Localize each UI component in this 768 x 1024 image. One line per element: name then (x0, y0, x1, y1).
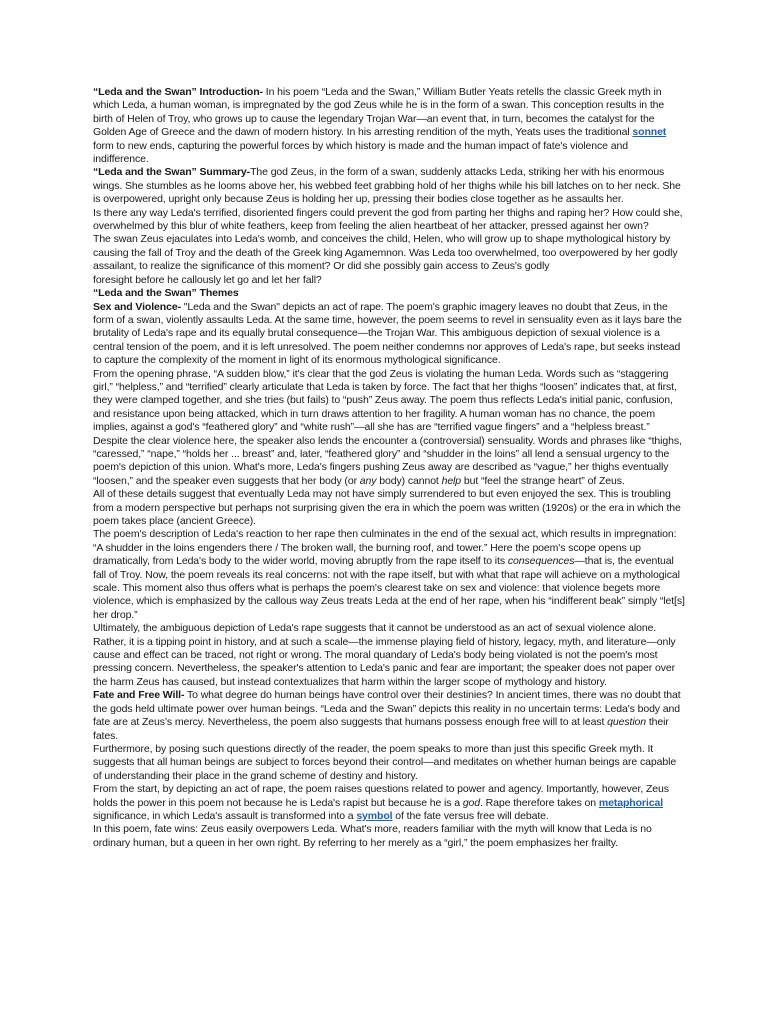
p5-text-b: —that is, the eventual fall of Troy. Now, the poem reveals its real concerns: not with the rape itself, but with what that rape will achieve on a mythological scale. This moment also thus offers what is perhaps the poem's clearest take on sex and violence: that violence begets more violence, which is emphasized by the callous way Zeus treats Leda at the end of her rape, when his “indifferent beak” simply “let[s] her drop.” (93, 555, 685, 621)
summary-heading: “Leda and the Swan” Summary- (93, 166, 251, 179)
fate-p3-text-a: From the start, by depicting an act of rape, the poem raises questions related to power and agency. Importantly, however, Zeus holds the power in this poem not because he is Leda's rapist but because he is a (93, 783, 669, 809)
fate-paragraph (93, 689, 685, 743)
document-page (93, 86, 685, 850)
sex-violence-paragraph-3 (93, 435, 685, 489)
fate-paragraph-3 (93, 783, 685, 823)
sex-violence-paragraph-4: All of these details suggest that eventually Leda may not have simply surrendered to but even enjoyed the sex. This is troubling from a modern perspective but perhaps not surprising given the era in which the poem was written (1920s) or the era in which the poem takes place (ancient Greece). (93, 488, 681, 527)
p3-text-a: Despite the clear violence here, the speaker also lends the encounter a (controversial) sensuality. Words and phrases like “thighs, “caressed,” “nape,” “holds her ... breast” and, later, “feathered glory” and “shudder in the loins” all lend a sensual urgency to the poem's depiction of this union. What's more, Leda's fingers pushing Zeus away are described as “vague,” her thighs eventually “loosen,” and the speaker even suggests that her body (or (93, 434, 682, 487)
fate-heading: Fate and Free Will- (93, 689, 185, 702)
themes-heading (93, 287, 685, 300)
fate-p3-text-b: . Rape therefore takes on (480, 796, 599, 809)
sex-violence-paragraph (93, 301, 685, 368)
summary-paragraph-3: The swan Zeus ejaculates into Leda's womb, and conceives the child, Helen, who will grow up to shape mythological history by causing the fall of Troy and the death of the Greek king Agamemnon. Was Leda too overwhelmed, too overpowered by her godly assailant, to realize the significance of this moment? Or did she possibly gain access to Zeus's godly (93, 233, 678, 273)
intro-paragraph (93, 86, 685, 166)
intro-heading: “Leda and the Swan” Introduction- (93, 86, 263, 98)
p5-text-a: The poem's description of Leda's reaction to her rape then culminates in the end of the sexual act, which results in impregnation: “A shudder in the loins engenders there / The broken wall, the burning roof, and tower.” Here the poem's scope opens up dramatically, from Leda's body to the wider world, moving abruptly from the rape itself to its (93, 528, 677, 568)
fate-text: To what degree do human beings have control over their destinies? In ancient times, there was no doubt that the gods held ultimate power over human beings. “Leda and the Swan” depicts this reality in no uncertain terms: Leda's body and fate are at Zeus's mercy. Nevertheless, the poem also suggests that humans possess enough free will to at least (93, 689, 681, 729)
sex-violence-paragraph-6: Ultimately, the ambiguous depiction of Leda's rape suggests that it cannot be understood as an act of sexual violence alone. Rather, it is a tipping point in history, and at such a scale—the immense playing field of history, legacy, myth, and literature—only cause and effect can be traced, not right or wrong. The moral quandary of Leda's body being violated is not the poem's most pressing concern. Nevertheless, the speaker's attention to Leda's panic and fear are important; the speaker does not paper over the harm Zeus has caused, but instead contextualizes that harm within the larger scope of mythology and history. (93, 622, 676, 688)
summary-paragraph-4: foresight before he callously let go and let her fall? (93, 273, 322, 286)
sex-violence-paragraph-2: From the opening phrase, “A sudden blow,” it's clear that the god Zeus is violating the human Leda. Words such as “staggering girl,” “helpless,” and “terrified” clearly articulate that Leda is taken by force. The fact that her thighs “loosen” indicates that, at first, they were clamped together, and she tries (but fails) to “push” Zeus away. The poem thus reflects Leda's initial panic, confusion, and resistance upon being attacked, which in turn draws attention to her fragility. A human woman has no chance, the poem implies, against a god's “feathered glory” and “white rush”—all she has are “terrified vague fingers” and a “helpless breast.” (93, 367, 677, 434)
fate-p3-god: god (462, 796, 481, 809)
sex-violence-paragraph-5 (93, 528, 685, 622)
p3-help: help (441, 474, 462, 487)
p3-any: any (359, 474, 377, 487)
intro-text: In his poem “Leda and the Swan,” William Butler Yeats retells the classic Greek myth in which Leda, a human woman, is impregnated by the god Zeus while he is in the form of a swan. This conception results in the birth of Helen of Troy, who grows up to cause the legendary Trojan War—an event that, in turn, becomes the catalyst for the Golden Age of Greece and the dawn of modern history. In his arresting rendition of the myth, Yeats uses the traditional (93, 86, 665, 139)
intro-text-end: form to new ends, capturing the powerful forces by which history is made and the human impact of fate's violence and indifference. (93, 139, 628, 166)
symbol-link[interactable]: symbol (356, 809, 393, 822)
themes-heading-text: “Leda and the Swan” Themes (93, 287, 239, 300)
p5-consequences: consequences (507, 555, 575, 568)
fate-p3-text-c: significance, in which Leda's assault is transformed into a (93, 809, 357, 822)
fate-text-end: their fates. (93, 716, 669, 742)
p3-text-b: body) cannot (376, 474, 442, 487)
sonnet-link[interactable]: sonnet (632, 126, 667, 139)
summary-paragraph-2: Is there any way Leda's terrified, disoriented fingers could prevent the god from parting her thighs and raping her? How could she, overwhelmed by this blur of white feathers, keep from feeling the alien heartbeat of her attacker, pressed against her own? (93, 206, 683, 233)
fate-question: question (607, 716, 647, 729)
p3-text-c: but “feel the strange heart” of Zeus. (461, 474, 625, 487)
fate-paragraph-2: Furthermore, by posing such questions directly of the reader, the poem speaks to more than just this specific Greek myth. It suggests that all human beings are subject to forces beyond their control—and meditates on whether human beings are capable of understanding their place in the grand scheme of destiny and history. (93, 742, 677, 782)
sex-violence-text: "Leda and the Swan" depicts an act of rape. The poem's graphic imagery leaves no doubt that Zeus, in the form of a swan, violently assaults Leda. At the same time, however, the poem seems to revel in sensuality even as it lays bare the brutality of Leda's rape and its equally brutal consequence—the Trojan War. This ambiguous depiction of sexual violence is a central tension of the poem, and it is left unresolved. The poem neither condemns nor approves of Leda's rape, but seeks instead to capture the complexity of the moment in light of its enormous mythological significance. (93, 300, 682, 367)
sex-violence-heading: Sex and Violence- (93, 300, 181, 313)
fate-p3-text-d: of the fate versus free will debate. (392, 809, 549, 822)
summary-paragraph (93, 166, 685, 206)
fate-paragraph-4: In this poem, fate wins: Zeus easily overpowers Leda. What's more, readers familiar with the myth will know that Leda is no ordinary human, but a queen in her own right. By referring to her merely as a “girl,” the poem emphasizes her frailty. (93, 823, 652, 849)
summary-text: The god Zeus, in the form of a swan, suddenly attacks Leda, striking her with his enormous wings. She stumbles as he looms above her, his webbed feet grabbing hold of her thighs while his bill latches on to her neck. She is overpowered, upright only because Zeus is holding her up, pressing their bodies close together as he assaults her. (93, 166, 681, 206)
metaphorical-link[interactable]: metaphorical (598, 796, 664, 809)
